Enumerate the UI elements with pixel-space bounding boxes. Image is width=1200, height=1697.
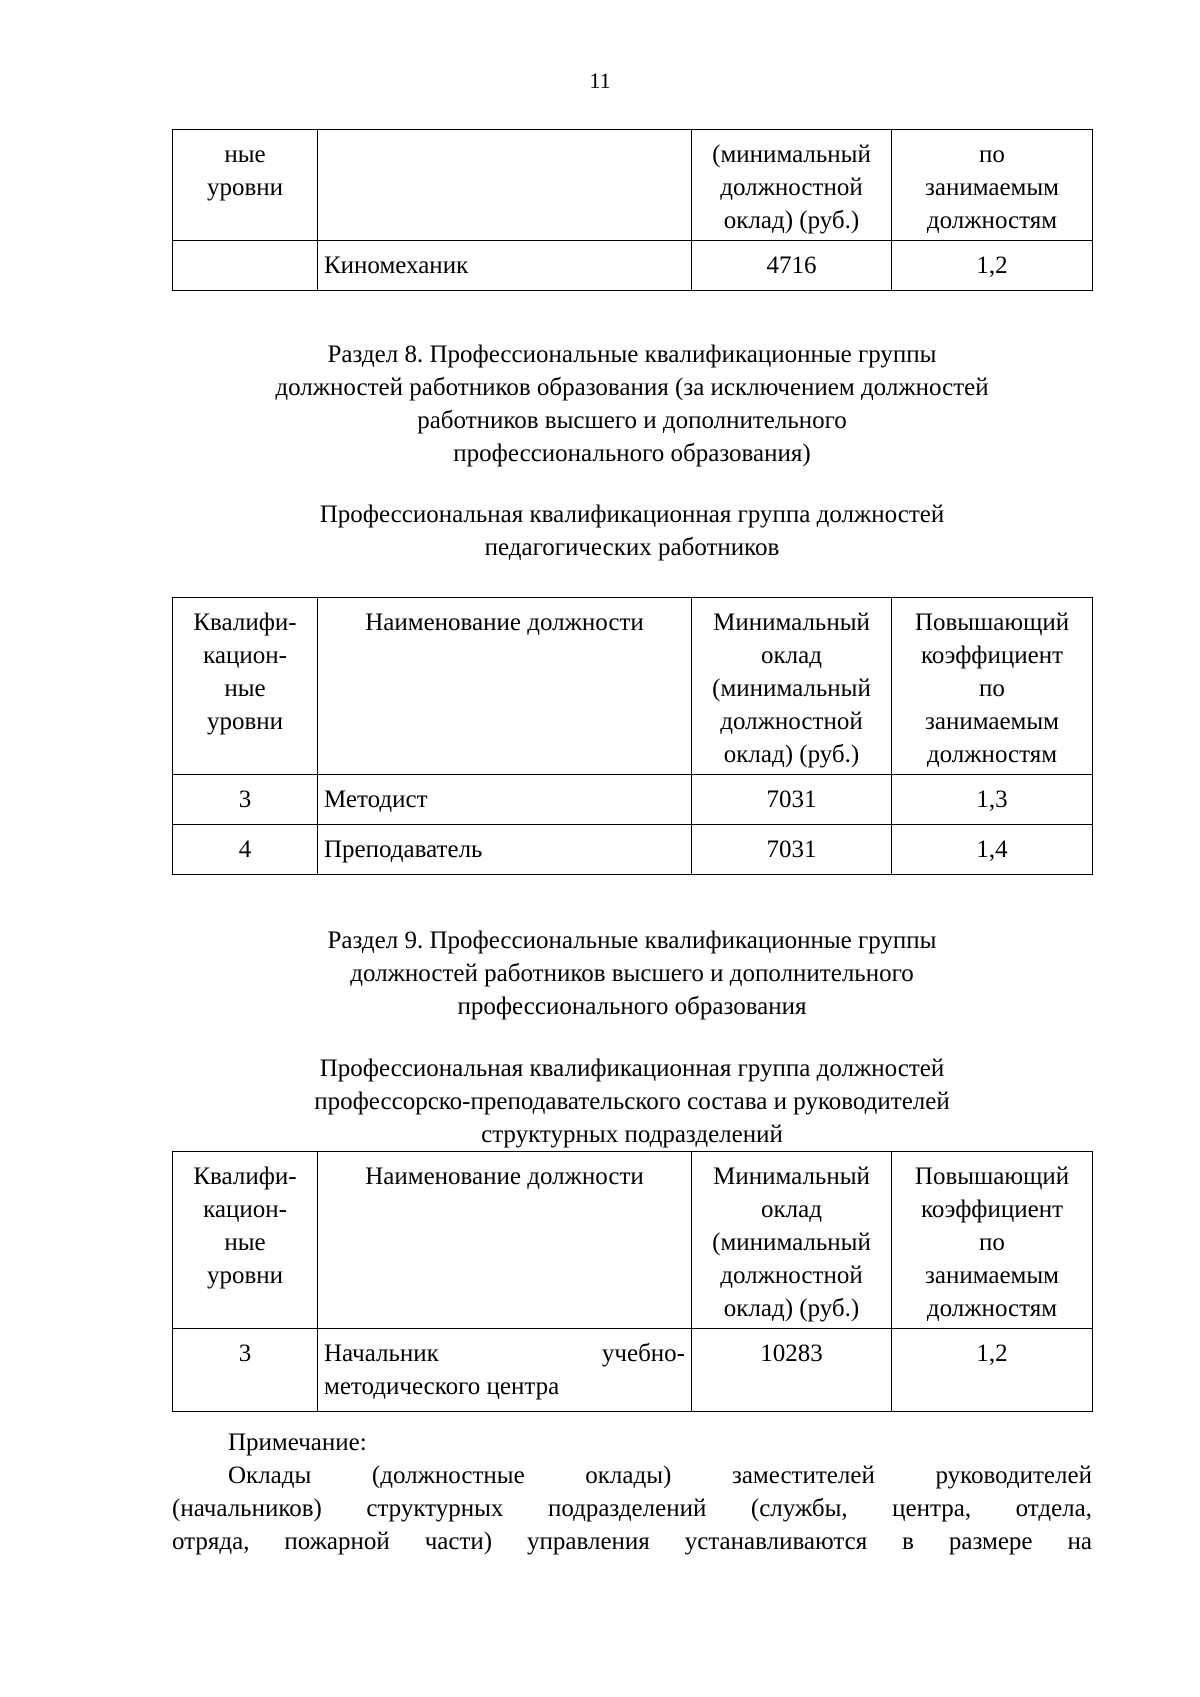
position-header: Наименование должности [318, 1152, 692, 1329]
section-9-title: Раздел 9. Профессиональные квалификационные группы должностей работников высшего и дополнительного профессионального образования [327, 927, 937, 1020]
position-header: Наименование должности [318, 598, 692, 775]
coefficient-cell: 1,4 [892, 825, 1093, 875]
level-header: Квалифи- кацион- ные уровни [173, 598, 318, 775]
salary-header: (минимальный должностной оклад) (руб.) [692, 130, 892, 241]
level-header: ные уровни [173, 130, 318, 241]
table-row [173, 775, 1093, 825]
coefficient-cell: 1,2 [892, 241, 1093, 291]
salary-cell: 10283 [692, 1329, 892, 1412]
note-line-1: Оклады (должностные оклады) заместителей руководителей [228, 1462, 1092, 1489]
position-cell: Начальник учебно- методического центра [318, 1329, 692, 1412]
note-block [172, 1426, 1092, 1558]
section-8-subtitle: Профессиональная квалификационная группа должностей педагогических работников [319, 501, 945, 561]
table-row [173, 241, 1093, 291]
coefficient-header: по занимаемым должностям [892, 130, 1093, 241]
level-header: Квалифи- кацион- ные уровни [173, 1152, 318, 1329]
level-cell: 4 [173, 825, 318, 875]
level-cell: 3 [173, 775, 318, 825]
level-cell: 3 [173, 1329, 318, 1412]
position-cell: Методист [318, 775, 692, 825]
table-row [173, 1329, 1093, 1412]
table-row [173, 825, 1093, 875]
section-9-subtitle: Профессиональная квалификационная группа должностей профессорско-преподавательского состава и руководителей структурных подразделений [314, 1055, 950, 1148]
table-header-row [173, 598, 1093, 775]
coefficient-cell: 1,2 [892, 1329, 1093, 1412]
table-header-row [173, 130, 1093, 241]
note-title: Примечание: [228, 1429, 367, 1456]
level-cell [173, 241, 318, 291]
salary-cell: 4716 [692, 241, 892, 291]
note-line-3: отряда, пожарной части) управления устанавливаются в размере на [172, 1528, 1092, 1555]
position-cell: Киномеханик [318, 241, 692, 291]
coefficient-header: Повышающий коэффициент по занимаемым должностям [892, 1152, 1093, 1329]
note-line-2: (начальников) структурных подразделений (службы, центра, отдела, [172, 1495, 1092, 1522]
salary-cell: 7031 [692, 775, 892, 825]
page-number: 11 [589, 68, 611, 93]
salary-cell: 7031 [692, 825, 892, 875]
salary-header: Минимальный оклад (минимальный должностной оклад) (руб.) [692, 1152, 892, 1329]
position-header [318, 130, 692, 241]
continued-salary-table [172, 129, 1093, 291]
table-header-row [173, 1152, 1093, 1329]
position-cell: Преподаватель [318, 825, 692, 875]
section-8-title: Раздел 8. Профессиональные квалификационные группы должностей работников образования (за исключением должностей работников высшего и дополнительного профессионального образования) [275, 341, 989, 467]
coefficient-header: Повышающий коэффициент по занимаемым должностям [892, 598, 1093, 775]
coefficient-cell: 1,3 [892, 775, 1093, 825]
salary-header: Минимальный оклад (минимальный должностной оклад) (руб.) [692, 598, 892, 775]
section-9-table [172, 1151, 1093, 1412]
section-8-table [172, 597, 1093, 875]
